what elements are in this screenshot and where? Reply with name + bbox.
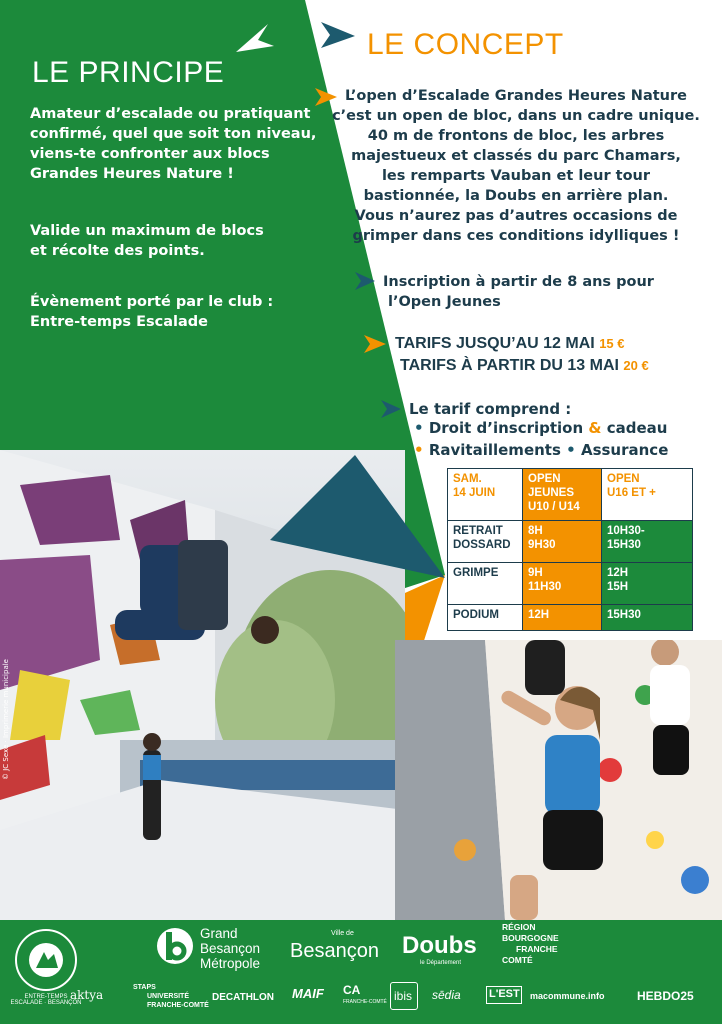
region-line: FRANCHE — [516, 944, 558, 954]
header-line: U10 / U14 — [528, 501, 580, 513]
time-cell-jeunes — [523, 605, 602, 631]
concept-line: bastionnée, la Doubs en arrière plan. — [363, 188, 669, 204]
time-line: 15H30 — [607, 539, 641, 551]
staps-line: STAPS — [133, 984, 156, 991]
inscription-text — [383, 272, 654, 312]
comprend-list — [414, 417, 668, 461]
principe-intro — [30, 104, 316, 184]
inscription-line: Inscription à partir de 8 ans pour — [383, 274, 654, 290]
maif-logo: MAIF — [292, 986, 324, 1001]
decathlon-logo: DECATHLON — [212, 992, 275, 1003]
header-line: OPEN — [607, 473, 640, 485]
label-line: RETRAIT — [453, 525, 503, 537]
label-line: GRIMPE — [453, 567, 499, 579]
open-jeunes-header — [523, 469, 602, 521]
header-line: JEUNES — [528, 487, 575, 499]
tarif-price: 15 € — [599, 336, 625, 351]
principe-blocs-line: et récolte des points. — [30, 243, 205, 259]
inscription-line: l’Open Jeunes — [388, 294, 501, 310]
tarif-price: 20 € — [623, 358, 649, 373]
gbm-line: Grand — [200, 926, 238, 941]
sedia-logo: sēdia — [432, 988, 461, 1002]
header-line: U16 ET + — [607, 487, 656, 499]
gbm-logo-icon — [155, 926, 195, 966]
gbm-text — [200, 926, 260, 971]
table-row — [448, 521, 693, 563]
staps-line: UNIVERSITÉ — [147, 993, 190, 1000]
principe-intro-line: viens-te confronter aux blocs — [30, 146, 270, 162]
gbm-logo — [155, 926, 195, 970]
tarif-label: TARIFS À PARTIR DU 13 MAI — [400, 357, 619, 374]
macommune-logo: macommune.info — [530, 991, 605, 1001]
table-row — [448, 563, 693, 605]
aktya-logo: aktya — [70, 988, 104, 1002]
lest-logo — [486, 986, 522, 1004]
date-cell — [448, 469, 523, 521]
row-label — [448, 563, 523, 605]
concept-line: c’est un open de bloc, dans un cadre unique. — [332, 108, 700, 124]
comprend-item: cadeau — [606, 419, 668, 437]
lest-text: L'EST — [489, 988, 520, 1000]
comprend-item: Ravitaillements — [428, 441, 561, 459]
header-line: OPEN — [528, 473, 561, 485]
time-line: 10H30- — [607, 525, 645, 537]
principe-title: LE PRINCIPE — [32, 56, 225, 89]
principe-intro-line: confirmé, quel que soit ton niveau, — [30, 126, 317, 142]
ibis-logo — [390, 982, 418, 1010]
region-logo — [502, 922, 559, 966]
navy-arrow-icon — [381, 400, 403, 418]
principe-intro-line: Amateur d’escalade ou pratiquant — [30, 106, 311, 122]
concept-line: L’open d’Escalade Grandes Heures Nature — [345, 88, 687, 104]
concept-line: majestueux et classés du parc Chamars, — [351, 148, 681, 164]
principe-intro-line: Grandes Heures Nature ! — [30, 166, 234, 182]
concept-line: les remparts Vauban et leur tour — [381, 168, 651, 184]
schedule-table — [447, 468, 693, 631]
table-row — [448, 605, 693, 631]
time-line: 11H30 — [528, 581, 562, 593]
comprend-item: Assurance — [580, 441, 669, 459]
staps-logo — [133, 983, 209, 1010]
bullet: • — [414, 419, 424, 437]
club-logo-icon — [14, 928, 78, 992]
time-cell-u16 — [602, 605, 693, 631]
time-line: 9H30 — [528, 539, 556, 551]
navy-arrow-icon — [355, 272, 377, 290]
time-line: 15H30 — [607, 609, 641, 621]
time-cell-jeunes — [523, 521, 602, 563]
comprend-line — [414, 439, 668, 461]
table-header-row — [448, 469, 693, 521]
principe-club-line: Évènement porté par le club : — [30, 294, 274, 310]
ampersand: & — [588, 419, 602, 437]
row-label — [448, 605, 523, 631]
tarif-line-2 — [400, 355, 649, 377]
principe-blocs-line: Valide un maximum de blocs — [30, 223, 264, 239]
region-line: BOURGOGNE — [502, 933, 559, 943]
comprend-title: Le tarif comprend : — [409, 400, 572, 418]
principe-blocs — [30, 221, 264, 261]
navy-accent-triangle — [270, 450, 450, 590]
club-logo-text: ENTRE-TEMPS ESCALADE · BESANÇON — [10, 994, 82, 1006]
principe-club-line: Entre-temps Escalade — [30, 314, 208, 330]
time-line: 12H — [607, 567, 629, 579]
comprend-item: Droit d’inscription — [428, 419, 584, 437]
concept-line: 40 m de frontons de bloc, les arbres — [367, 128, 665, 144]
climbing-photo-right — [395, 640, 722, 920]
label-line: DOSSARD — [453, 539, 511, 551]
orange-arrow-icon — [364, 335, 388, 353]
date-line: 14 JUIN — [453, 487, 496, 499]
white-arrow-icon — [236, 24, 276, 56]
ca-line: FRANCHE-COMTÉ — [343, 999, 387, 1005]
time-line: 8H — [528, 525, 543, 537]
besancon-small-text: Ville de — [331, 930, 354, 937]
partners-footer — [0, 920, 722, 1024]
credit-agricole-logo — [343, 984, 387, 1008]
gbm-line: Besançon — [200, 941, 261, 956]
club-logo — [14, 928, 78, 992]
concept-line: grimper dans ces conditions idylliques ! — [352, 228, 680, 244]
ibis-text: ibis — [394, 989, 413, 1003]
concept-title: LE CONCEPT — [367, 28, 564, 61]
time-line: 12H — [528, 609, 550, 621]
photo-credit: © JC Sexe · Imprimerie municipale — [2, 659, 10, 780]
label-line: PODIUM — [453, 609, 499, 621]
row-label — [448, 521, 523, 563]
tarif-label: TARIFS JUSQU’AU 12 MAI — [395, 335, 595, 352]
time-cell-u16 — [602, 521, 693, 563]
bullet: • — [414, 441, 424, 459]
hebdo25-logo: HEBDO25 — [637, 989, 694, 1003]
concept-line: Vous n’aurez pas d’autres occasions de — [354, 208, 678, 224]
time-cell-jeunes — [523, 563, 602, 605]
comprend-line — [414, 417, 668, 439]
concept-text — [330, 86, 702, 246]
bullet: • — [566, 441, 576, 459]
doubs-small-text: le Département — [420, 960, 462, 966]
ca-line: CA — [343, 983, 361, 997]
gbm-line: Métropole — [200, 956, 261, 971]
principe-club — [30, 292, 273, 332]
staps-line: FRANCHE-COMTÉ — [147, 1002, 209, 1009]
open-u16-header — [602, 469, 693, 521]
tarif-line-1 — [395, 333, 625, 355]
date-line: SAM. — [453, 473, 482, 485]
region-line: RÉGION — [502, 922, 536, 932]
region-line: COMTÉ — [502, 955, 533, 965]
navy-arrow-icon — [321, 22, 357, 50]
doubs-logo: Doubs — [402, 932, 477, 959]
time-line: 15H — [607, 581, 629, 593]
time-cell-u16 — [602, 563, 693, 605]
besancon-logo: Besançon — [290, 940, 379, 962]
time-line: 9H — [528, 567, 543, 579]
